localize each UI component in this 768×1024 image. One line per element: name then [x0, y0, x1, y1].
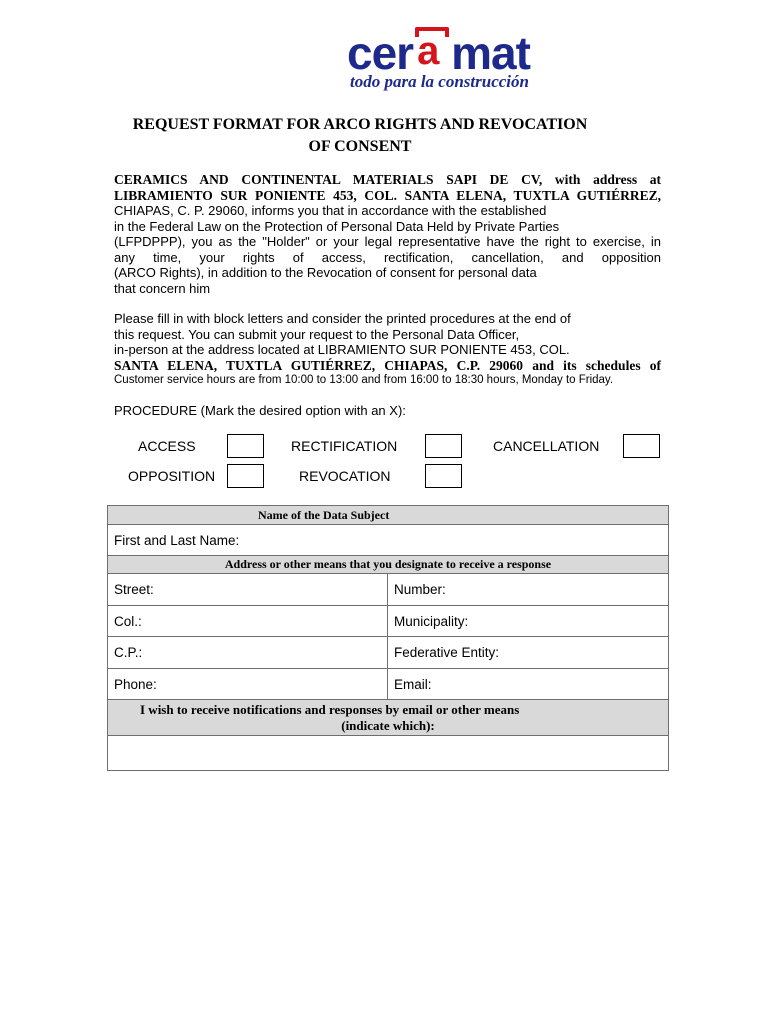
logo-a-house-icon: a	[413, 35, 451, 69]
checkbox-opposition[interactable]	[227, 464, 264, 488]
logo-wordmark: cer a mat	[347, 27, 530, 79]
page-title-line-1: REQUEST FORMAT FOR ARCO RIGHTS AND REVOCATION	[132, 116, 588, 133]
notification-header: I wish to receive notifications and responses by email or other means (indicate which):	[108, 700, 669, 736]
first-last-name-field[interactable]: First and Last Name:	[108, 525, 669, 556]
procedure-label: PROCEDURE (Mark the desired option with an X):	[114, 403, 406, 418]
ceramat-logo	[347, 27, 567, 94]
cp-field[interactable]: C.P.:	[108, 637, 388, 669]
address-header: Address or other means that you designate to receive a response	[108, 556, 669, 574]
municipality-field[interactable]: Municipality:	[388, 606, 669, 637]
street-field[interactable]: Street:	[108, 574, 388, 606]
col-field[interactable]: Col.:	[108, 606, 388, 637]
option-label-opposition: OPPOSITION	[128, 468, 216, 484]
data-subject-form	[107, 505, 669, 771]
checkbox-revocation[interactable]	[425, 464, 462, 488]
instructions-paragraph: Please fill in with block letters and consider the printed procedures at the end of this request. You can submit your request to the Personal Data Officer, in-person at the address located at LIBRAMIENTO SUR PONIENTE 453, COL. SANTA ELENA, TUXTLA GUTIÉRREZ, CHIAPAS, C.P. 29060 and its schedules of Customer service hours are from 10:00 to 13:00 and from 16:00 to 18:30 hours, Monday to Friday.	[114, 311, 661, 386]
phone-field[interactable]: Phone:	[108, 669, 388, 700]
checkbox-cancellation[interactable]	[623, 434, 660, 458]
data-subject-header: Name of the Data Subject	[108, 506, 669, 525]
option-label-access: ACCESS	[138, 438, 196, 454]
email-field[interactable]: Email:	[388, 669, 669, 700]
logo-tagline: todo para la construcción	[350, 72, 529, 91]
option-label-rectification: RECTIFICATION	[291, 438, 398, 454]
option-label-cancellation: CANCELLATION	[493, 438, 600, 454]
page-title-line-2: OF CONSENT	[308, 138, 412, 155]
checkbox-rectification[interactable]	[425, 434, 462, 458]
intro-paragraph: CERAMICS AND CONTINENTAL MATERIALS SAPI DE CV, with address at LIBRAMIENTO SUR PONIENTE 453, COL. SANTA ELENA, TUXTLA GUTIÉRREZ, CHIAPAS, C. P. 29060, informs you that in accordance with the established in the Federal Law on the Protection of Personal Data Held by Private Parties (LFPDPPP), you as the "Holder" or your legal representative have the right to exercise, in any time, your rights of access, rectification, cancellation, and opposition (ARCO Rights), in addition to the Revocation of consent for personal data that concern him	[114, 172, 661, 296]
number-field[interactable]: Number:	[388, 574, 669, 606]
notification-means-field[interactable]	[108, 736, 669, 771]
checkbox-access[interactable]	[227, 434, 264, 458]
federative-entity-field[interactable]: Federative Entity:	[388, 637, 669, 669]
option-label-revocation: REVOCATION	[299, 468, 391, 484]
